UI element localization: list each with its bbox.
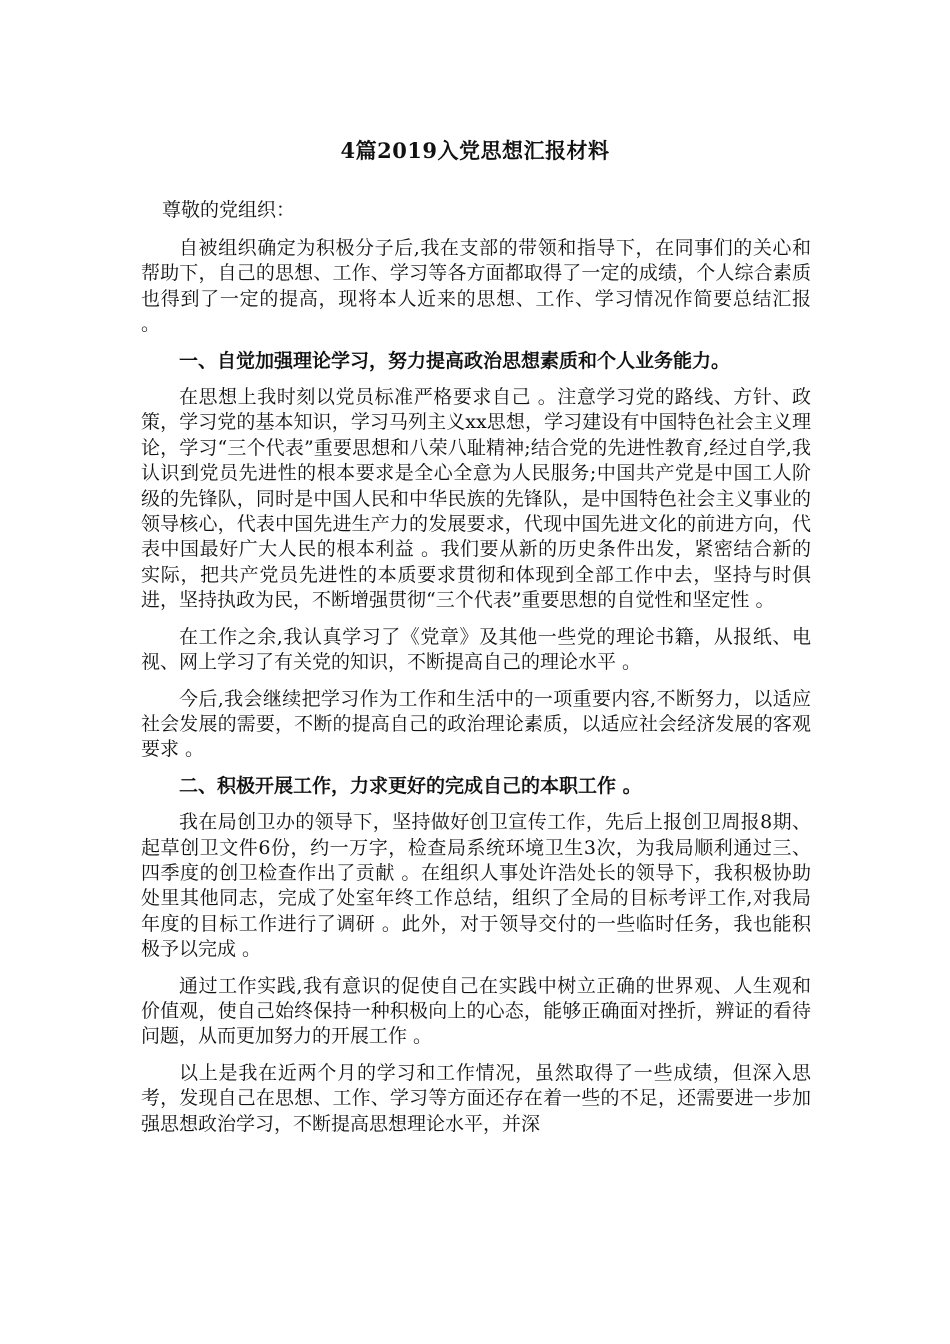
section-heading-1: 一、自觉加强理论学习，努力提高政治思想素质和个人业务能力。: [179, 349, 731, 372]
paragraph-intro: 自被组织确定为积极分子后,我在支部的带领和指导下，在同事们的关心和帮助下，自己的思想、工作、学习等各方面都取得了一定的成绩，个人综合素质也得到了一定的提高，现将本人近来的思想、工作、学习情况作简要总结汇报 。: [141, 237, 811, 336]
paragraph-practice: 通过工作实践,我有意识的促使自己在实践中树立正确的世界观、人生观和价值观，使自己始终保持一种积极向上的心态，能够正确面对挫折，辨证的看待问题，从而更加努力的开展工作 。: [141, 974, 811, 1048]
document-title: 4篇2019入党思想汇报材料: [340, 138, 610, 163]
paragraph-after-work: 在工作之余,我认真学习了《党章》及其他一些党的理论书籍，从报纸、电视、网上学习了有关党的知识，不断提高自己的理论水平 。: [141, 625, 811, 674]
salutation: 尊敬的党组织：: [162, 199, 296, 221]
paragraph-future: 今后,我会继续把学习作为工作和生活中的一项重要内容,不断努力，以适应社会发展的需要，不断的提高自己的政治理论素质，以适应社会经济发展的客观要求 。: [141, 687, 811, 761]
section-heading-2: 二、积极开展工作，力求更好的完成自己的本职工作 。: [179, 774, 642, 797]
paragraph-summary: 以上是我在近两个月的学习和工作情况，虽然取得了一些成绩，但深入思考，发现自己在思想、工作、学习等方面还存在着一些的不足，还需要进一步加强思想政治学习，不断提高思想理论水平，并深: [141, 1061, 811, 1135]
paragraph-work: 我在局创卫办的领导下，坚持做好创卫宣传工作，先后上报创卫周报8期、起草创卫文件6份，约一万字，检查局系统环境卫生3次，为我局顺利通过三、四季度的创卫检查作出了贡献 。在组织人事处许浩处长的领导下，我积极协助处里其他同志，完成了处室年终工作总结，组织了全局的目标考评工作,对我局年度的目标工作进行了调研 。此外，对于领导交付的一些临时任务，我也能积极予以完成 。: [141, 811, 811, 961]
paragraph-theory-study: 在思想上我时刻以党员标准严格要求自己 。注意学习党的路线、方针、政策，学习党的基本知识，学习马列主义xx思想，学习建设有中国特色社会主义理论，学习“三个代表”重要思想和八荣八耻精神;结合党的先进性教育,经过自学,我认识到党员先进性的根本要求是全心全意为人民服务;中国共产党是中国工人阶级的先锋队，同时是中国人民和中华民族的先锋队，是中国特色社会主义事业的领导核心，代表中国先进生产力的发展要求，代现中国先进文化的前进方向，代表中国最好广大人民的根本利益 。我们要从新的历史条件出发，紧密结合新的实际，把共产党员先进性的本质要求贯彻和体现到全部工作中去，坚持与时俱进，坚持执政为民，不断增强贯彻“三个代表”重要思想的自觉性和坚定性 。: [141, 386, 811, 612]
document-body: [141, 236, 811, 1148]
